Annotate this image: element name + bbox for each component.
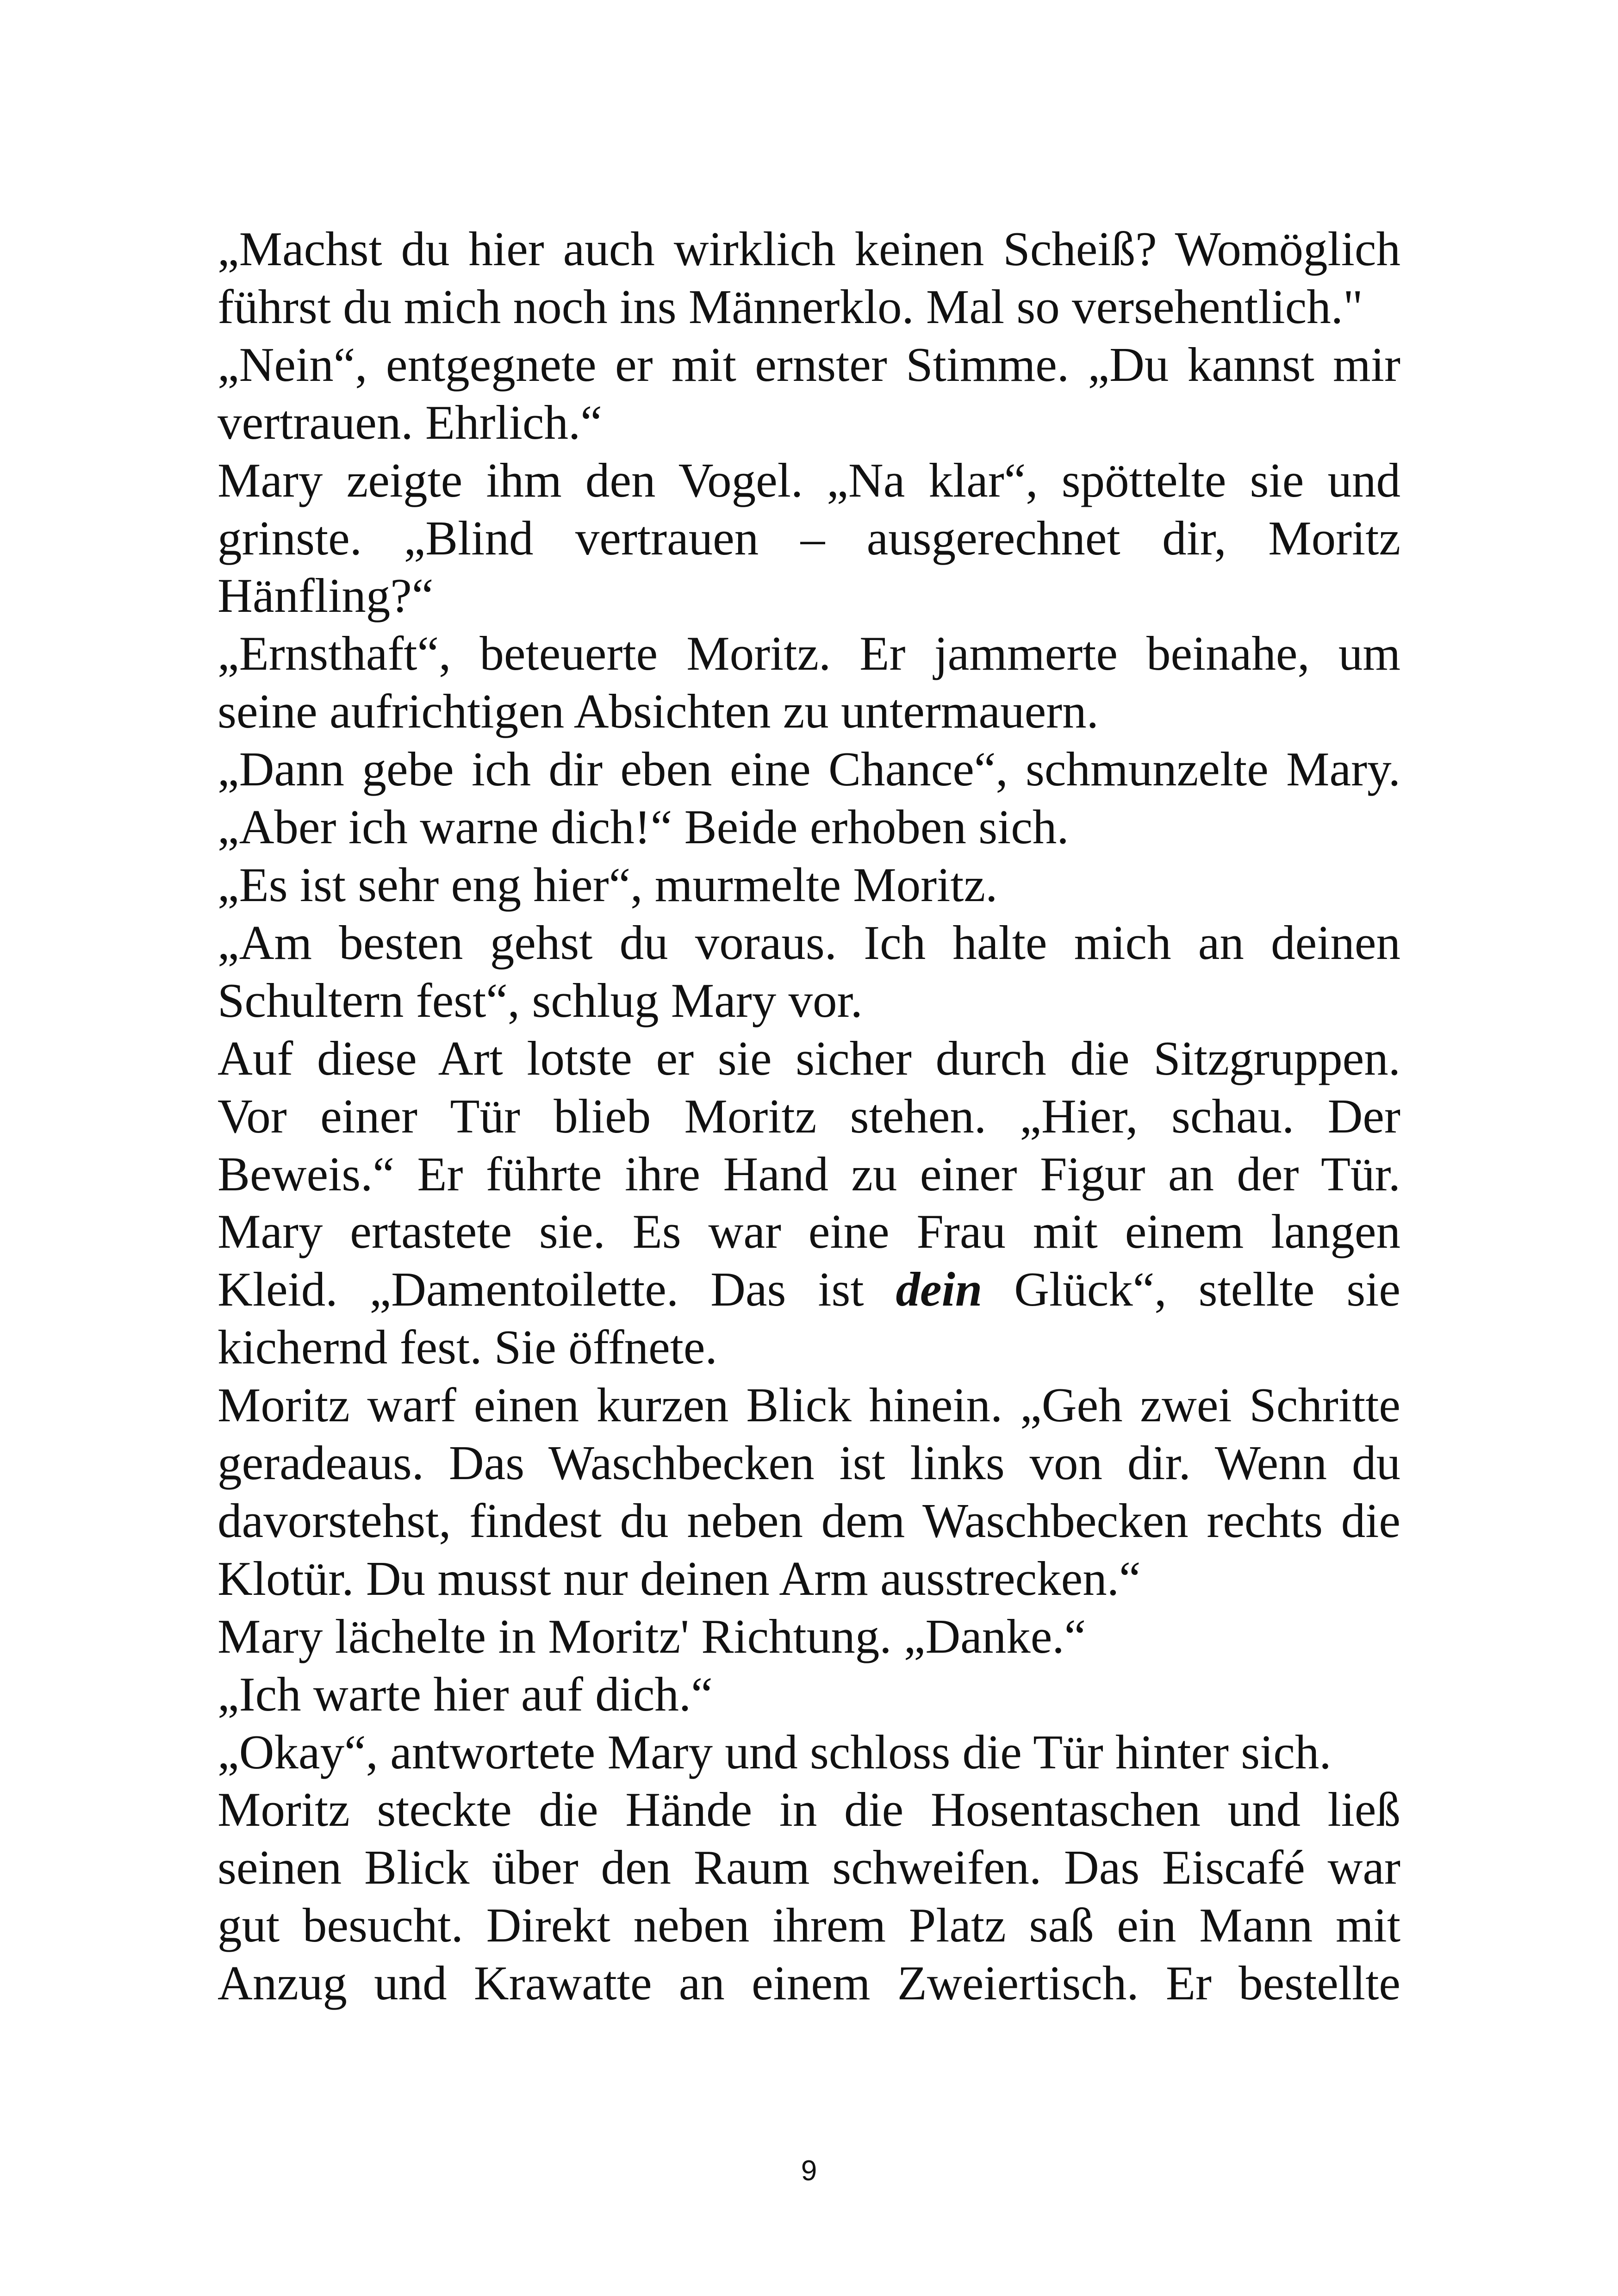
text-line: „Ernsthaft“, beteuerte Moritz. Er jammerte beinahe, um xyxy=(218,626,1400,681)
text-line: „Am besten gehst du voraus. Ich halte mich an deinen xyxy=(218,915,1400,970)
text-line: gut besucht. Direkt neben ihrem Platz saß ein Mann mit xyxy=(218,1898,1400,1953)
text-segment: Kleid. „Damentoilette. Das ist xyxy=(218,1262,896,1317)
text-segment: Glück“, stellte sie xyxy=(982,1262,1400,1317)
body-text xyxy=(218,220,1400,2012)
text-line-with-emphasis xyxy=(218,1261,1400,1319)
text-line: „Dann gebe ich dir eben eine Chance“, schmunzelte Mary. xyxy=(218,742,1400,796)
text-line: Moritz steckte die Hände in die Hosentaschen und ließ xyxy=(218,1782,1400,1837)
text-line: Mary ertastete sie. Es war eine Frau mit einem langen xyxy=(218,1204,1400,1259)
text-line: führst du mich noch ins Männerklo. Mal so versehentlich." xyxy=(218,279,1363,334)
page-number: 9 xyxy=(801,2155,817,2187)
text-line: kichernd fest. Sie öffnete. xyxy=(218,1320,717,1375)
text-line: Beweis.“ Er führte ihre Hand zu einer Figur an der Tür. xyxy=(218,1146,1400,1201)
text-line: Mary zeigte ihm den Vogel. „Na klar“, spöttelte sie und xyxy=(218,453,1400,507)
text-line: „Machst du hier auch wirklich keinen Scheiß? Womöglich xyxy=(218,222,1400,276)
text-line: Mary lächelte in Moritz' Richtung. „Danke.“ xyxy=(218,1609,1086,1663)
text-line: Vor einer Tür blieb Moritz stehen. „Hier, schau. Der xyxy=(218,1089,1400,1143)
text-line: Schultern fest“, schlug Mary vor. xyxy=(218,973,863,1027)
text-line: geradeaus. Das Waschbecken ist links von dir. Wenn du xyxy=(218,1436,1400,1490)
text-line: vertrauen. Ehrlich.“ xyxy=(218,395,602,449)
text-line: Anzug und Krawatte an einem Zweiertisch. Er bestellte xyxy=(218,1956,1400,2010)
text-line: Moritz warf einen kurzen Blick hinein. „Geh zwei Schritte xyxy=(218,1378,1400,1432)
text-line: „Ich warte hier auf dich.“ xyxy=(218,1667,713,1721)
text-line: seine aufrichtigen Absichten zu untermauern. xyxy=(218,684,1099,739)
text-line: Klotür. Du musst nur deinen Arm ausstrecken.“ xyxy=(218,1551,1141,1605)
text-line: „Aber ich warne dich!“ Beide erhoben sich. xyxy=(218,800,1069,854)
text-line: davorstehst, findest du neben dem Waschbecken rechts die xyxy=(218,1493,1400,1548)
text-line: Auf diese Art lotste er sie sicher durch die Sitzgruppen. xyxy=(218,1031,1400,1085)
text-line: Hänfling?“ xyxy=(218,568,434,623)
text-line: „Es ist sehr eng hier“, murmelte Moritz. xyxy=(218,857,998,912)
text-line: „Okay“, antwortete Mary und schloss die Tür hinter sich. xyxy=(218,1724,1332,1779)
text-line: seinen Blick über den Raum schweifen. Das Eiscafé war xyxy=(218,1840,1400,1895)
text-line: „Nein“, entgegnete er mit ernster Stimme. „Du kannst mir xyxy=(218,337,1400,392)
emphasized-word: dein xyxy=(896,1262,983,1317)
text-line: grinste. „Blind vertrauen – ausgerechnet dir, Moritz xyxy=(218,510,1400,565)
